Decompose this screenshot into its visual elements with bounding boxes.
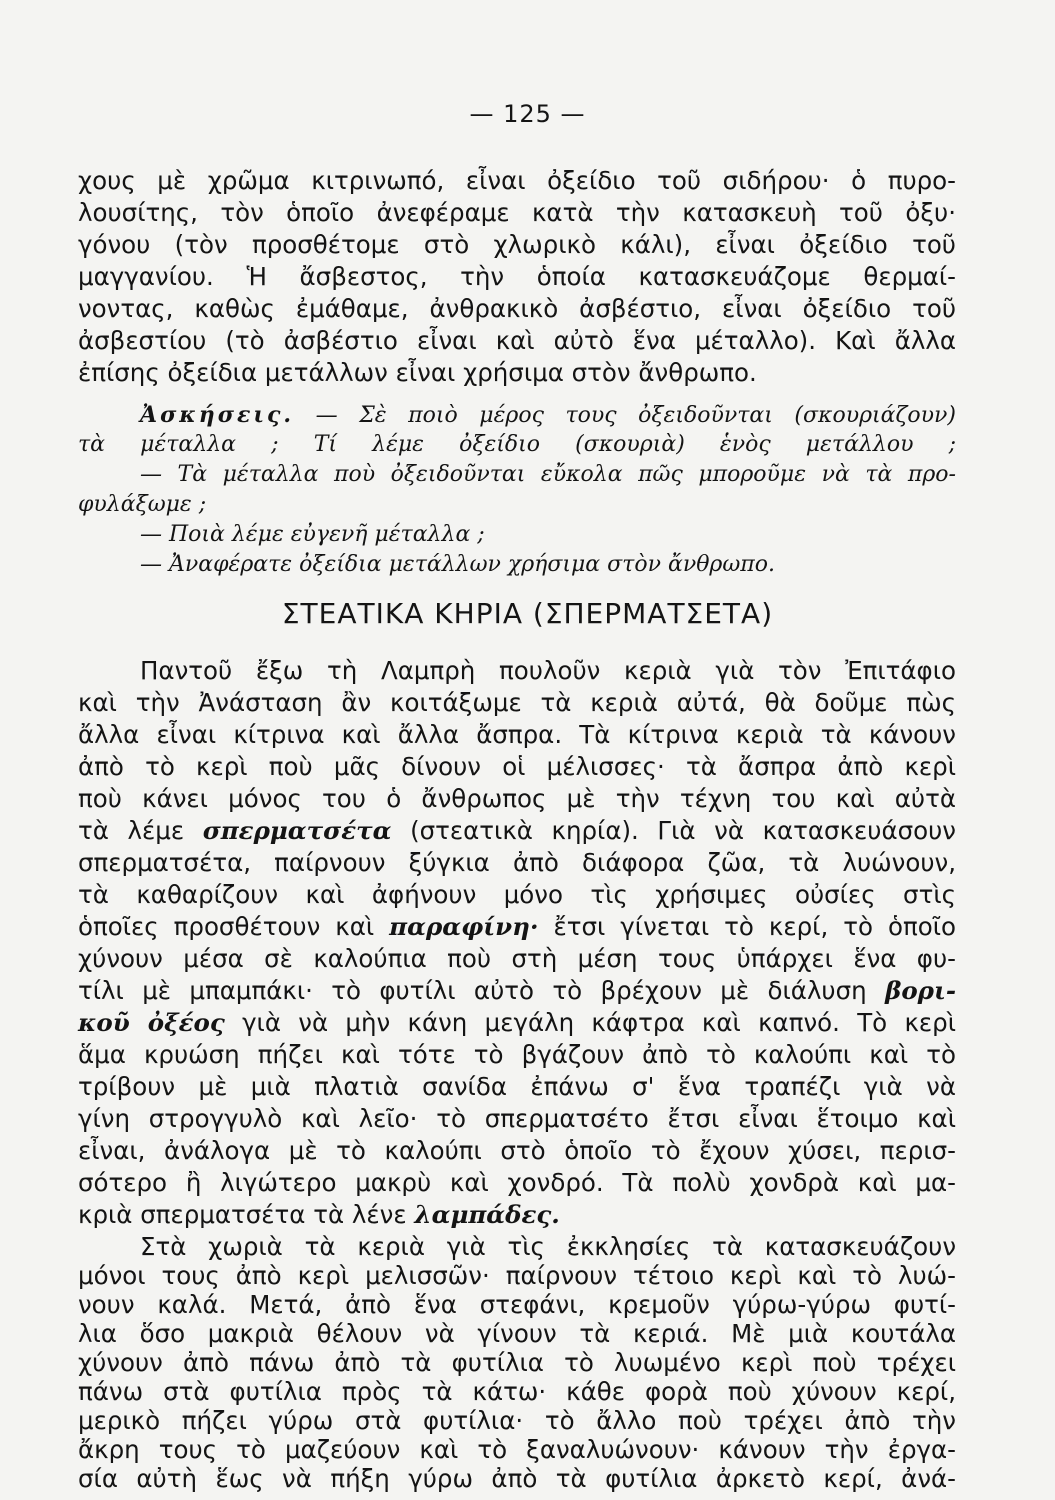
text-fragment: τίλι μὲ μπαμπάκι· τὸ φυτίλι αὐτὸ τὸ βρέχουν μὲ διάλυση xyxy=(78,976,867,1005)
text-line: μαγγανίου. Ἡ ἄσβεστος, τὴν ὁποία κατασκευάζομε θερμαί- xyxy=(78,262,956,291)
term-boric-acid: βορι- xyxy=(885,976,956,1005)
text-line xyxy=(78,911,956,943)
text-fragment: γιὰ νὰ μὴν κάνη μεγάλη κάφτρα καὶ καπνό. Τὸ κερὶ xyxy=(242,1008,956,1037)
text-line: ἐπίσης ὀξείδια μετάλλων εἶναι χρήσιμα στὸν ἄνθρωπο. xyxy=(78,358,757,387)
text-line: ἅμα κρυώση πήζει καὶ τότε τὸ βγάζουν ἀπὸ τὸ καλούπι καὶ τὸ xyxy=(78,1040,956,1069)
text-line: τρίβουν μὲ μιὰ πλατιὰ σανίδα ἐπάνω σ' ἕνα τραπέζι γιὰ νὰ xyxy=(78,1072,956,1101)
exercise-line: τὰ μέταλλα ; Τί λέμε ὀξείδιο (σκουριὰ) ἑνὸς μετάλλου ; xyxy=(78,432,956,457)
text-line: νοντας, καθὼς ἐμάθαμε, ἀνθρακικὸ ἀσβέστιο, εἶναι ὀξείδιο τοῦ xyxy=(78,294,956,323)
text-line: ἀσβεστίου (τὸ ἀσβέστιο εἶναι καὶ αὐτὸ ἕνα μέταλλο). Καὶ ἄλλα xyxy=(78,326,956,355)
text-line: πάνω στὰ φυτίλια πρὸς τὰ κάτω· κάθε φορὰ ποὺ χύνουν κερί, xyxy=(78,1377,956,1406)
exercise-line: φυλάξωμε ; xyxy=(78,492,207,517)
text-line xyxy=(78,975,956,1007)
text-line: μόνοι τους ἀπὸ κερὶ μελισσῶν· παίρνουν τέτοιο κερὶ καὶ τὸ λυώ- xyxy=(78,1261,956,1290)
text-fragment: ἔτσι γίνεται τὸ κερί, τὸ ὁποῖο xyxy=(553,912,956,941)
term-spermatseta: σπερματσέτα xyxy=(202,816,392,845)
text-fragment: (στεατικὰ κηρία). Γιὰ νὰ κατασκευάσουν xyxy=(410,816,956,845)
section-heading: ΣΤΕΑΤΙΚΑ ΚΗΡΙΑ (ΣΠΕΡΜΑΤΣΕΤΑ) xyxy=(281,597,774,630)
term-lampades: λαμπάδες. xyxy=(414,1200,560,1229)
text-line: γίνη στρογγυλὸ καὶ λεῖο· τὸ σπερματσέτο ἔτσι εἶναι ἕτοιμο καὶ xyxy=(78,1104,956,1133)
text-fragment: τὰ λέμε xyxy=(78,816,185,845)
text-fragment: ὁποῖες προσθέτουν καὶ xyxy=(78,912,375,941)
text-line: ἄκρη τους τὸ μαζεύουν καὶ τὸ ξαναλυώνουν· κάνουν τὴν ἐργα- xyxy=(78,1435,956,1464)
text-line xyxy=(78,1007,956,1039)
exercise-line: — Τὰ μέταλλα ποὺ ὀξειδοῦνται εὔκολα πῶς μποροῦμε νὰ τὰ προ- xyxy=(140,462,956,487)
text-line: σότερο ἢ λιγώτερο μακρὺ καὶ χονδρό. Τὰ πολὺ χονδρὰ καὶ μα- xyxy=(78,1168,956,1197)
text-line: Στὰ χωριὰ τὰ κεριὰ γιὰ τὶς ἐκκλησίες τὰ κατασκευάζουν xyxy=(140,1232,956,1261)
text-line: λια ὅσο μακριὰ θέλουν νὰ γίνουν τὰ κεριά. Μὲ μιὰ κουτάλα xyxy=(78,1319,956,1348)
exercise-line: — Ποιὰ λέμε εὐγενῆ μέταλλα ; xyxy=(140,522,485,547)
text-line: χύνουν ἀπὸ πάνω ἀπὸ τὰ φυτίλια τὸ λυωμένο κερὶ ποὺ τρέχει xyxy=(78,1348,956,1377)
term-paraffin: παραφίνη· xyxy=(389,912,539,941)
text-line xyxy=(78,1199,956,1231)
text-line: λουσίτης, τὸν ὁποῖο ἀνεφέραμε κατὰ τὴν κατασκευὴ τοῦ ὀξυ· xyxy=(78,198,956,227)
text-line: σία αὐτὴ ἕως νὰ πήξη γύρω ἀπὸ τὰ φυτίλια ἀρκετὸ κερί, ἀνά- xyxy=(78,1464,956,1493)
text-line: χους μὲ χρῶμα κιτρινωπό, εἶναι ὀξείδιο τοῦ σιδήρου· ὁ πυρο- xyxy=(78,166,956,195)
text-fragment: κριὰ σπερματσέτα τὰ λένε xyxy=(78,1200,407,1229)
text-line: ἄλλα εἶναι κίτρινα καὶ ἄλλα ἄσπρα. Τὰ κίτρινα κεριὰ τὰ κάνουν xyxy=(78,720,956,749)
text-line: χύνουν μέσα σὲ καλούπια ποὺ στὴ μέση τους ὑπάρχει ἕνα φυ- xyxy=(78,944,956,973)
text-line: εἶναι, ἀνάλογα μὲ τὸ καλούπι στὸ ὁποῖο τὸ ἔχουν χύσει, περισ- xyxy=(78,1136,956,1165)
text-line: νουν καλά. Μετά, ἀπὸ ἕνα στεφάνι, κρεμοῦν γύρω-γύρω φυτί- xyxy=(78,1290,956,1319)
text-line: γόνου (τὸν προσθέτομε στὸ χλωρικὸ κάλι), εἶναι ὀξείδιο τοῦ xyxy=(78,230,956,259)
text-line xyxy=(78,815,956,847)
text-line: σπερματσέτα, παίρνουν ξύγκια ἀπὸ διάφορα ζῶα, τὰ λυώνουν, xyxy=(78,848,956,877)
text-line: ἀπὸ τὸ κερὶ ποὺ μᾶς δίνουν οἱ μέλισσες· τὰ ἄσπρα ἀπὸ κερὶ xyxy=(78,752,956,781)
exercise-line: — Ἀναφέρατε ὀξείδια μετάλλων χρήσιμα στὸν ἄνθρωπο. xyxy=(140,552,776,577)
exercise-question: — Σὲ ποιὸ μέρος τους ὀξειδοῦνται (σκουριάζουν) xyxy=(315,403,956,428)
text-line: ποὺ κάνει μόνος του ὁ ἄνθρωπος μὲ τὴν τέχνη του καὶ αὐτὰ xyxy=(78,784,956,813)
text-line: μερικὸ πήζει γύρω στὰ φυτίλια· τὸ ἄλλο ποὺ τρέχει ἀπὸ τὴν xyxy=(78,1406,956,1435)
term-boric-acid: κοῦ ὀξέος xyxy=(78,1008,225,1037)
text-line: καὶ τὴν Ἀνάσταση ἂν κοιτάξωμε τὰ κεριὰ αὐτά, θὰ δοῦμε πὼς xyxy=(78,688,956,717)
text-line: τὰ καθαρίζουν καὶ ἀφήνουν μόνο τὶς χρήσιμες οὐσίες στὶς xyxy=(78,880,956,909)
exercise-line xyxy=(140,400,956,430)
exercises-label: Ἀσκήσεις. xyxy=(140,402,295,428)
text-line: Παντοῦ ἔξω τὴ Λαμπρὴ πουλοῦν κεριὰ γιὰ τὸν Ἐπιτάφιο xyxy=(140,656,956,685)
page-number: — 125 — xyxy=(469,100,586,128)
